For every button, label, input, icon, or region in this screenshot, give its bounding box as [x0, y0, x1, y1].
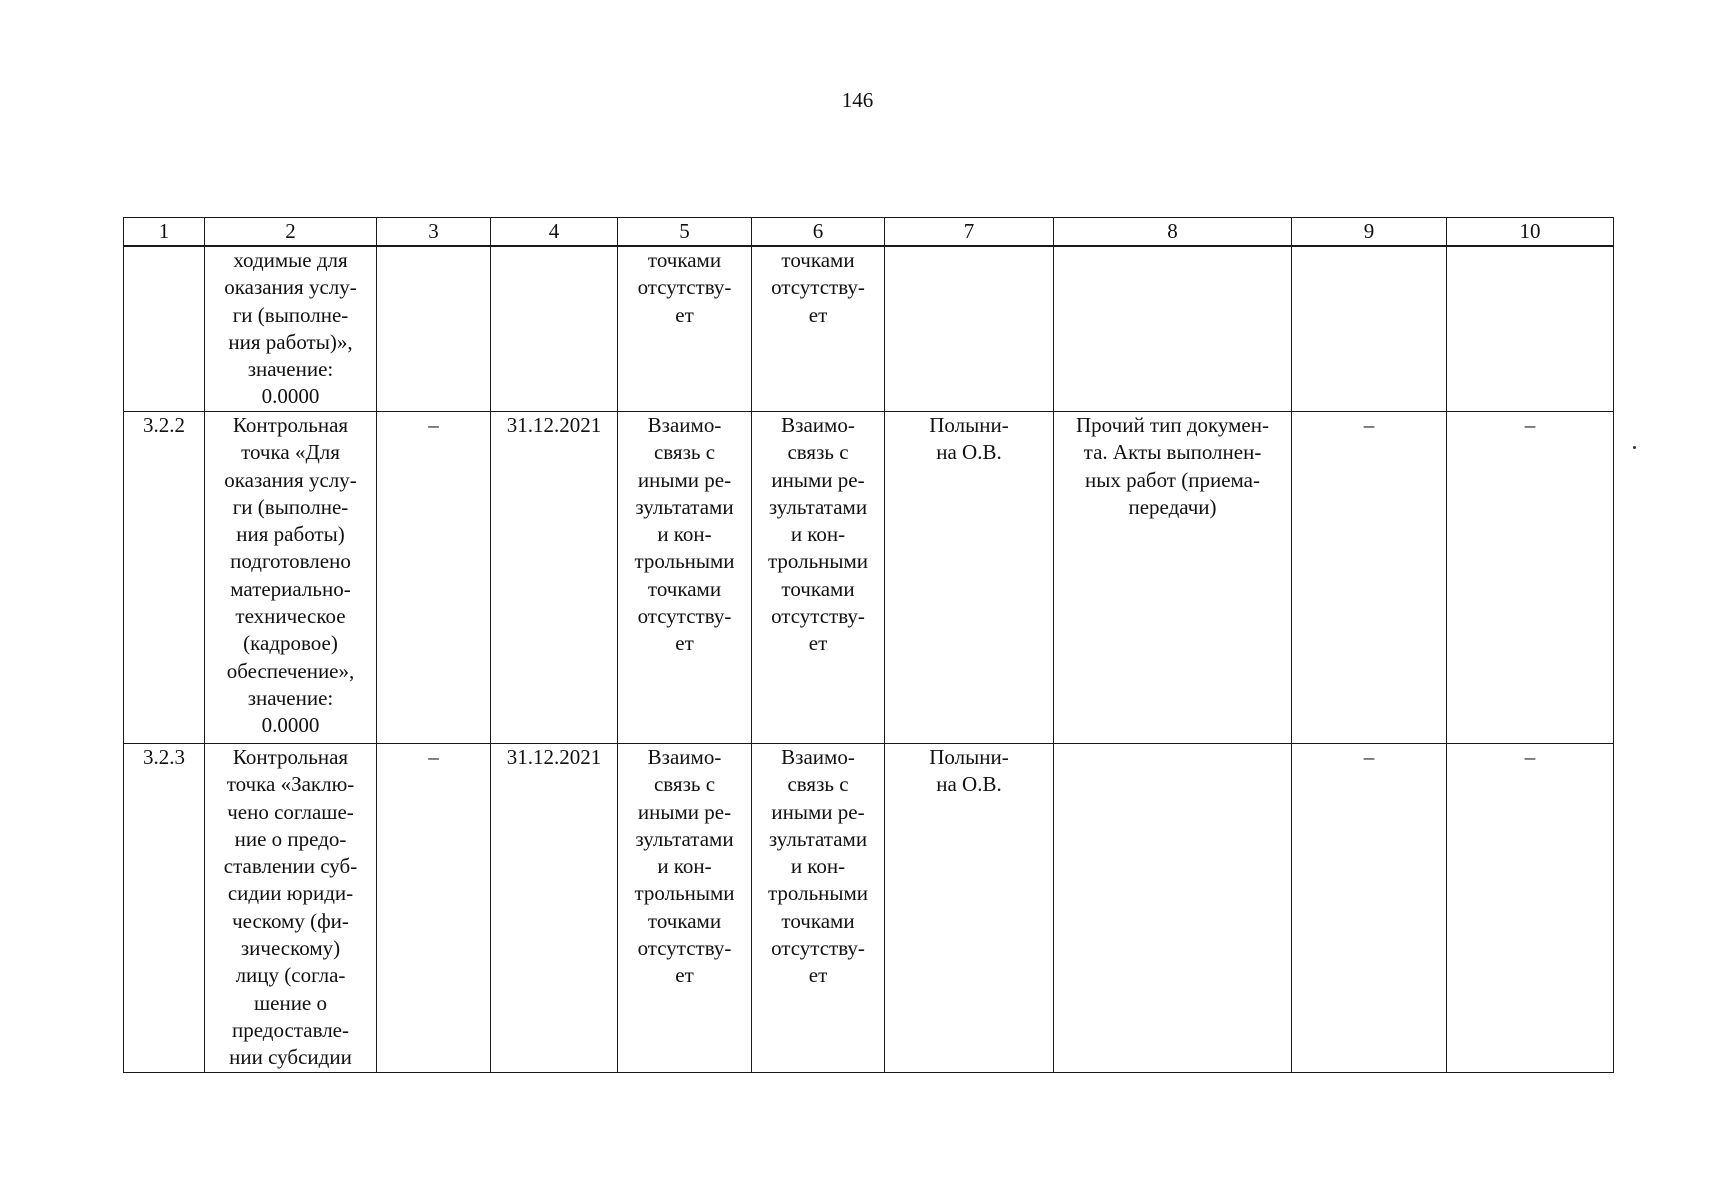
cell-line: и кон-: [790, 854, 846, 879]
cell-line: трольными: [767, 881, 869, 906]
column-header-5: 5: [618, 218, 752, 247]
cell-line: Полыни-: [929, 745, 1009, 769]
scan-speck: [1633, 446, 1636, 449]
cell-line: техническое: [235, 604, 346, 629]
cell-name: [205, 246, 377, 412]
cell-col5: [618, 412, 752, 744]
cell-line: оказания услу-: [224, 275, 357, 300]
cell-line: иными ре-: [637, 799, 732, 824]
cell-line: связь с: [787, 440, 849, 465]
cell-line: значение:: [247, 357, 334, 382]
column-header-9: 9: [1292, 218, 1447, 247]
cell-col9: [1292, 744, 1447, 1073]
cell-line: ставлении суб-: [223, 854, 358, 879]
cell-line: Контрольная: [232, 745, 349, 769]
cell-line: связь с: [653, 440, 716, 465]
cell-date: [491, 412, 618, 744]
cell-line: отсутству-: [771, 604, 865, 629]
cell-line: отсутству-: [771, 275, 865, 300]
cell-line: –: [428, 413, 439, 437]
cell-line: Полыни-: [929, 413, 1009, 437]
cell-line: зультатами: [768, 494, 868, 519]
cell-line: Взаимо-: [647, 413, 722, 437]
cell-line: зическому): [240, 936, 341, 961]
cell-responsible: [885, 744, 1054, 1073]
cell-col6: [752, 246, 885, 412]
column-header-6: 6: [752, 218, 885, 247]
table-row: [124, 412, 1614, 744]
cell-number: [124, 412, 205, 744]
cell-line: связь с: [787, 772, 849, 797]
cell-line: Контрольная: [232, 413, 349, 437]
cell-line: трольными: [767, 549, 869, 574]
cell-line: точками: [647, 576, 722, 601]
cell-line: –: [428, 745, 439, 769]
cell-line: ет: [675, 302, 694, 327]
cell-line: 31.12.2021: [506, 413, 602, 437]
cell-line: –: [1524, 413, 1536, 437]
cell-line: ческому (фи-: [232, 908, 349, 933]
cell-line: ги (выполне-: [232, 494, 349, 519]
cell-line: ет: [675, 963, 694, 988]
cell-line: ние о предо-: [234, 826, 347, 851]
cell-line: 0.0000: [261, 713, 320, 738]
cell-line: ет: [808, 631, 828, 656]
cell-line: ходимые для: [233, 248, 348, 272]
cell-line: подготовлено: [230, 549, 351, 574]
cell-line: иными ре-: [637, 467, 732, 492]
cell-line: ет: [808, 302, 828, 327]
cell-col9: [1292, 246, 1447, 412]
column-header-10: 10: [1447, 218, 1614, 247]
cell-line: чено соглаше-: [227, 799, 354, 824]
cell-line: передачи): [1128, 494, 1217, 519]
cell-line: ния работы): [236, 522, 345, 547]
column-header-7: 7: [885, 218, 1054, 247]
column-header-1: 1: [124, 218, 205, 247]
cell-line: сидии юриди-: [227, 881, 354, 906]
cell-line: отсутству-: [637, 604, 732, 629]
cell-line: Взаимо-: [781, 413, 855, 437]
cell-col3: [377, 412, 491, 744]
cell-line: на О.В.: [936, 440, 1002, 465]
cell-line: отсутству-: [637, 275, 732, 300]
cell-date: [491, 744, 618, 1073]
cell-col6: [752, 744, 885, 1073]
cell-line: –: [1524, 745, 1536, 769]
cell-col3: [377, 744, 491, 1073]
cell-line: отсутству-: [771, 936, 865, 961]
column-header-2: 2: [205, 218, 377, 247]
cell-line: 3.2.2: [143, 413, 185, 437]
cell-line: трольными: [634, 549, 735, 574]
cell-line: точка «Для: [241, 440, 340, 465]
cell-line: 31.12.2021: [506, 745, 602, 769]
cell-line: зультатами: [635, 494, 734, 519]
cell-col10: [1447, 412, 1614, 744]
cell-line: и кон-: [790, 522, 846, 547]
cell-line: и кон-: [657, 522, 712, 547]
cell-line: точка «Заклю-: [226, 772, 355, 797]
table-header-row: [124, 218, 1614, 247]
cell-line: оказания услу-: [224, 467, 357, 492]
column-header-3: 3: [377, 218, 491, 247]
cell-line: ных работ (приема-: [1084, 467, 1260, 492]
cell-line: та. Акты выполнен-: [1083, 440, 1262, 465]
cell-line: точками: [647, 908, 722, 933]
cell-line: точками: [647, 248, 722, 272]
cell-date: [491, 246, 618, 412]
cell-line: (кадровое): [243, 631, 338, 656]
cell-line: точками: [781, 248, 855, 272]
cell-line: трольными: [634, 881, 735, 906]
data-table: [123, 217, 1614, 1073]
cell-line: –: [1363, 413, 1375, 437]
cell-col5: [618, 744, 752, 1073]
cell-line: материально-: [230, 576, 351, 601]
cell-line: зультатами: [768, 826, 868, 851]
cell-number: [124, 744, 205, 1073]
cell-col3: [377, 246, 491, 412]
cell-line: Взаимо-: [781, 745, 855, 769]
cell-name: [205, 412, 377, 744]
cell-line: лицу (согла-: [235, 963, 346, 988]
cell-number: [124, 246, 205, 412]
cell-line: предоставле-: [232, 1017, 349, 1042]
cell-line: –: [1363, 745, 1375, 769]
cell-line: точками: [781, 576, 855, 601]
cell-document-type: [1054, 744, 1292, 1073]
cell-line: ги (выполне-: [232, 302, 349, 327]
cell-line: Прочий тип докумен-: [1076, 413, 1269, 437]
cell-line: связь с: [653, 772, 716, 797]
cell-line: Взаимо-: [647, 745, 722, 769]
cell-document-type: [1054, 412, 1292, 744]
cell-name: [205, 744, 377, 1073]
cell-line: шение о: [253, 990, 328, 1015]
column-header-8: 8: [1054, 218, 1292, 247]
cell-line: точками: [781, 908, 855, 933]
cell-responsible: [885, 246, 1054, 412]
cell-line: и кон-: [657, 854, 712, 879]
cell-line: ния работы)»,: [228, 329, 353, 354]
cell-col5: [618, 246, 752, 412]
cell-line: иными ре-: [771, 799, 865, 824]
cell-col10: [1447, 246, 1614, 412]
cell-col10: [1447, 744, 1614, 1073]
cell-line: нии субсидии: [229, 1045, 352, 1070]
page-number: 146: [841, 88, 874, 112]
column-header-4: 4: [491, 218, 618, 247]
cell-line: обеспечение»,: [226, 658, 355, 683]
cell-responsible: [885, 412, 1054, 744]
cell-document-type: [1054, 246, 1292, 412]
cell-line: отсутству-: [637, 936, 732, 961]
cell-line: значение:: [247, 685, 334, 710]
cell-col9: [1292, 412, 1447, 744]
cell-line: зультатами: [635, 826, 734, 851]
cell-line: ет: [675, 631, 694, 656]
cell-line: иными ре-: [771, 467, 865, 492]
cell-line: ет: [808, 963, 828, 988]
table-row: [124, 246, 1614, 412]
cell-line: 0.0000: [261, 384, 320, 409]
cell-line: 3.2.3: [143, 745, 185, 769]
cell-line: на О.В.: [936, 772, 1002, 797]
table-row: [124, 744, 1614, 1073]
cell-col6: [752, 412, 885, 744]
